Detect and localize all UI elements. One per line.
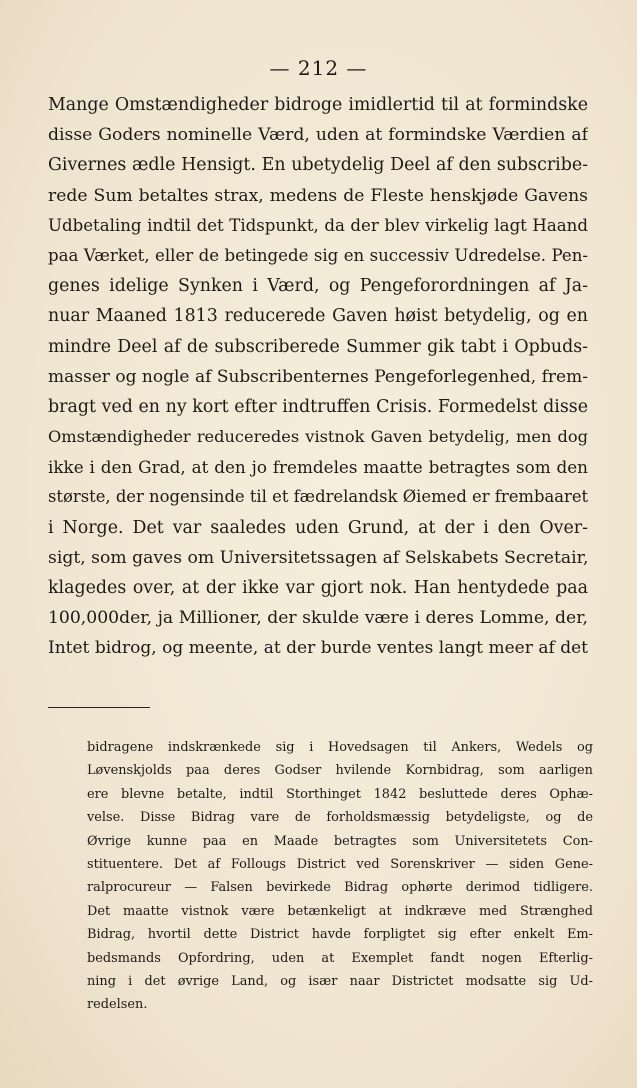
footnote-line: ere blevne betalte, indtil Storthinget 1842 besluttede deres Ophæ- bbox=[87, 786, 593, 802]
text-line: disse Goders nominelle Værd, uden at formindske Værdien af bbox=[48, 125, 588, 146]
text-line: 100,000der, ja Millioner, der skulde være i deres Lomme, der, bbox=[48, 608, 588, 629]
page-number: — 212 — bbox=[269, 56, 368, 80]
text-line: paa Værket, eller de betingede sig en successiv Udredelse. Pen- bbox=[48, 245, 588, 265]
text-line: bragt ved en ny kort efter indtruffen Crisis. Formedelst disse bbox=[48, 396, 588, 417]
text-line: Mange Omstændigheder bidroge imidlertid til at formindske bbox=[48, 95, 588, 115]
text-line: største, der nogensinde til et fædrelandsk Øiemed er frembaaret bbox=[48, 487, 588, 507]
footnote-line: stituentere. Det af Follougs District ved Sorenskriver — siden Gene- bbox=[87, 856, 593, 872]
text-line: Omstændigheder reduceredes vistnok Gaven betydelig, men dog bbox=[48, 427, 588, 447]
text-line: genes idelige Synken i Værd, og Pengeforordningen af Ja- bbox=[48, 276, 588, 297]
text-line: mindre Deel af de subscriberede Summer gik tabt i Opbuds- bbox=[48, 336, 588, 357]
footnote-line: bedsmands Opfordring, uden at Exemplet fandt nogen Efterlig- bbox=[87, 950, 593, 966]
footnote-divider bbox=[48, 707, 150, 708]
text-line: klagedes over, at der ikke var gjort nok. Han hentydede paa bbox=[48, 578, 588, 598]
footnote-line: ralprocureur — Falsen bevirkede Bidrag ophørte derimod tidligere. bbox=[87, 880, 593, 896]
footnote-line: velse. Disse Bidrag vare de forholdsmæssig betydeligste, og de bbox=[87, 810, 593, 826]
text-line: sigt, som gaves om Universitetssagen af Selskabets Secretair, bbox=[48, 547, 588, 568]
main-text bbox=[48, 90, 588, 664]
text-line: rede Sum betaltes strax, medens de Fleste henskjøde Gavens bbox=[48, 185, 588, 206]
footnote-line: ning i det øvrige Land, og især naar Districtet modsatte sig Ud- bbox=[87, 973, 593, 989]
footnote bbox=[87, 736, 593, 1017]
text-line: ikke i den Grad, at den jo fremdeles maatte betragtes som den bbox=[48, 457, 588, 478]
footnote-line: Det maatte vistnok være betænkeligt at indkræve med Strænghed bbox=[87, 903, 593, 919]
footnote-line: bidragene indskrænkede sig i Hovedsagen til Ankers, Wedels og bbox=[87, 740, 593, 755]
text-line: Intet bidrog, og meente, at der burde ventes langt meer af det bbox=[48, 638, 588, 659]
footnote-line: redelsen. bbox=[87, 997, 148, 1013]
footnote-line: Bidrag, hvortil dette District havde forpligtet sig efter enkelt Em- bbox=[87, 927, 593, 943]
footnote-line: Løvenskjolds paa deres Godser hvilende Kornbidrag, som aarligen bbox=[87, 763, 593, 779]
text-line: masser og nogle af Subscribenternes Pengeforlegenhed, frem- bbox=[48, 366, 588, 387]
text-line: Givernes ædle Hensigt. En ubetydelig Deel af den subscribe- bbox=[48, 155, 588, 176]
text-line: Udbetaling indtil det Tidspunkt, da der blev virkelig lagt Haand bbox=[48, 215, 588, 235]
text-line: i Norge. Det var saaledes uden Grund, at der i den Over- bbox=[48, 517, 588, 538]
text-line: nuar Maaned 1813 reducerede Gaven høist betydelig, og en bbox=[48, 306, 588, 327]
footnote-line: Øvrige kunne paa en Maade betragtes som Universitetets Con- bbox=[87, 833, 593, 849]
